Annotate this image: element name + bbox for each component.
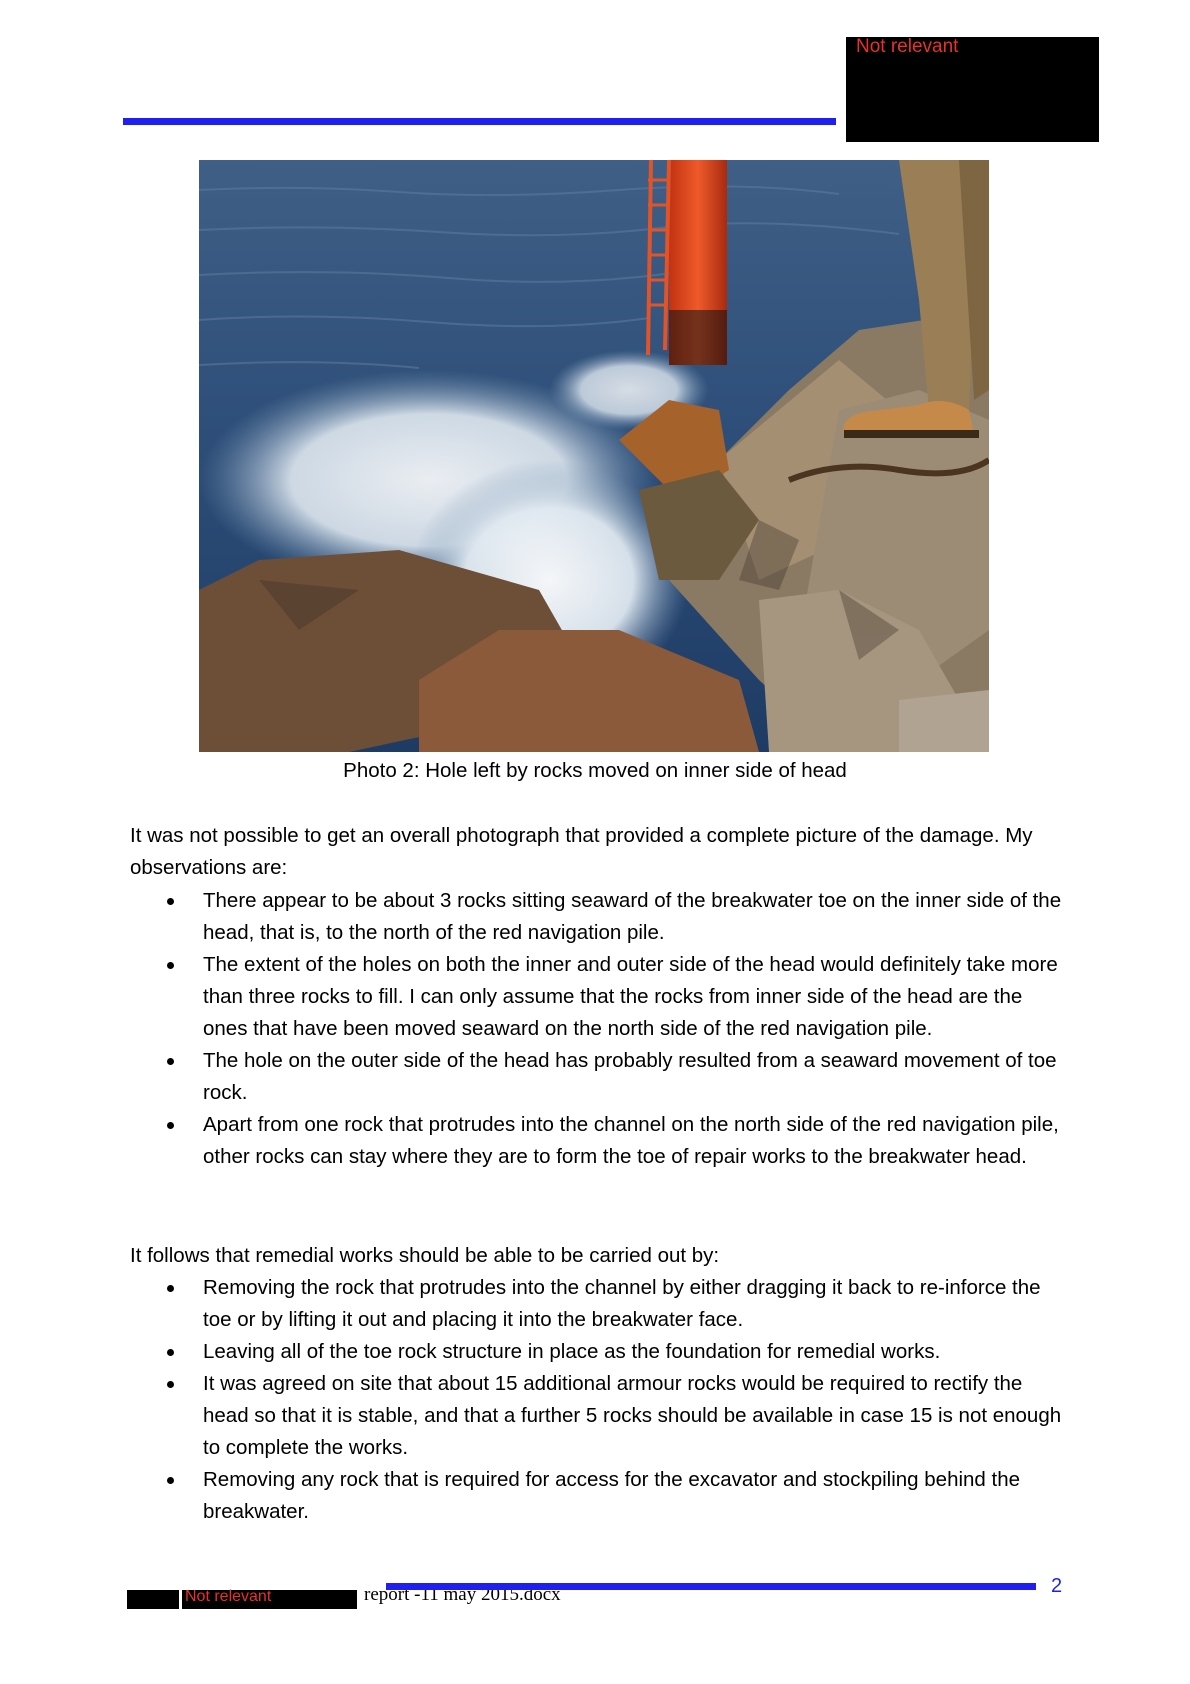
observations-intro: It was not possible to get an overall photograph that provided a complete picture of the damage. My observations are: <box>130 824 1033 879</box>
footer-rule <box>386 1583 1036 1590</box>
list-item: The extent of the holes on both the inner and outer side of the head would definitely take more than three rocks to fill. I can only assume that the rocks from inner side of the head are the ones that have been moved seaward on the north side of the red navigation pile. <box>203 953 1058 1040</box>
list-item: It was agreed on site that about 15 additional armour rocks would be required to rectify the head so that it is stable, and that a further 5 rocks should be available in case 15 is not enough to complete the works. <box>203 1372 1062 1459</box>
list-item: The hole on the outer side of the head has probably resulted from a seaward movement of toe rock. <box>203 1049 1057 1104</box>
page-number: 2 <box>1051 1575 1063 1597</box>
list-item: Apart from one rock that protrudes into the channel on the north side of the red navigation pile, other rocks can stay where they are to form the toe of repair works to the breakwater head. <box>203 1113 1059 1168</box>
breakwater-photo <box>199 160 989 752</box>
footer-redaction-label: Not relevant <box>185 1588 272 1605</box>
remedial-works-list <box>130 1272 1070 1528</box>
remedial-intro: It follows that remedial works should be able to be carried out by: <box>130 1244 720 1267</box>
header-rule <box>123 118 836 125</box>
list-item: There appear to be about 3 rocks sitting seaward of the breakwater toe on the inner side of the head, that is, to the north of the red navigation pile. <box>203 889 1062 944</box>
list-item: Removing any rock that is required for access for the excavator and stockpiling behind the breakwater. <box>203 1468 1021 1523</box>
photo-caption: Photo 2: Hole left by rocks moved on inner side of head <box>343 759 847 782</box>
header-redaction-label: Not relevant <box>856 36 959 57</box>
photo-breakwater-rocks-icon <box>199 160 989 752</box>
footer-filename: report -11 may 2015.docx <box>364 1584 561 1605</box>
list-item: Leaving all of the toe rock structure in place as the foundation for remedial works. <box>203 1340 941 1363</box>
observations-list <box>130 885 1070 1173</box>
list-item: Removing the rock that protrudes into the channel by either dragging it back to re-inforce the toe or by lifting it out and placing it into the breakwater face. <box>203 1276 1041 1331</box>
footer-redaction-box <box>127 1590 179 1609</box>
